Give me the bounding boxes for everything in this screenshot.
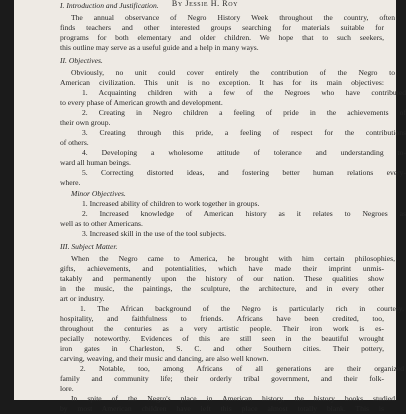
text-line: finds teachers and other interested groups searching for materials suitable for (60, 23, 384, 32)
text-line: 5. Correcting distorted ideas, and fostering better human relations every- (82, 168, 406, 177)
text-line: in the music, the paintings, the sculpture, the architecture, and in every other (60, 284, 384, 293)
text-line: ward all human beings. (60, 158, 131, 167)
section-heading: II. Objectives. (60, 56, 103, 65)
text-line: 4. Developing a wholesome attitude of tolerance and understanding to- (82, 148, 406, 157)
text-line: this outline may serve as a useful guide and a help in many ways. (60, 43, 259, 52)
text-line: 3. Creating through this pride, a feeling of respect for the contributions (82, 128, 406, 137)
text-line: carving, weaving, and their music and dancing, are also well known. (60, 354, 269, 363)
text-line: iron gates in Charleston, S. C. and other Southern cities. Their pottery, (60, 344, 384, 353)
text-line: When the Negro came to America, he brought with him certain philosophies, (71, 254, 395, 263)
text-line: to every phase of American growth and development. (60, 98, 223, 107)
document-page (14, 0, 406, 413)
text-line: 2. Creating in Negro children a feeling of pride in the achievements of (82, 108, 406, 117)
text-line: art or industry. (60, 294, 105, 303)
text-line: hospitality, and faithfulness to friends. Africans have been credited, too, (60, 314, 384, 323)
text-line: lore. (60, 384, 74, 393)
text-line: 2. Notable, too, among Africans of all generations are their organized (80, 364, 404, 373)
section-heading: III. Subject Matter. (60, 242, 118, 251)
text-line: 2. Increased knowledge of American history as it relates to Negroes as (82, 209, 406, 218)
text-line: family and community life; their orderly tribal government, and their folk- (60, 374, 384, 383)
text-line: 1. The African background of the Negro is particularly rich in courtesy, (80, 304, 404, 313)
text-line: 1. Increased ability of children to work together in groups. (82, 199, 260, 208)
text-line: where. (60, 178, 81, 187)
text-line: American civilization. This unit is no exception. It has for its main objectives: (60, 78, 384, 87)
author-line: By Jessie H. Roy (171, 0, 239, 8)
text-line: takably and permanently upon the history of our nation. These qualities show (60, 274, 384, 283)
text-line: 1. Acquainting children with a few of the Negroes who have contributed (82, 88, 406, 97)
section-heading: I. Introduction and Justification. (60, 1, 159, 10)
text-line: 3. Increased skill in the use of the tool subjects. (82, 229, 227, 238)
section-heading: Minor Objectives. (71, 189, 126, 198)
text-line: In spite of the Negro's place in American history, the history books studied (71, 394, 395, 403)
text-line: The annual observance of Negro History Week throughout the country, often (71, 13, 395, 22)
text-line: of others. (60, 138, 89, 147)
text-line: programs for both elementary and older children. We hope that to such seekers, (60, 33, 384, 42)
text-line: by most American children have left this place almost totally blank. This is (60, 404, 384, 413)
text-line: Obviously, no unit could cover entirely the contribution of the Negro to (71, 68, 395, 77)
text-line: pecially noteworthy. Evidences of this are still seen in the beautiful wrought (60, 334, 384, 343)
text-line: well as to other Americans. (60, 219, 143, 228)
text-line: throughout the centuries as a very artistic people. Their iron work is es- (60, 324, 384, 333)
text-line: gifts, achievements, and potentialities, which have made their imprint unmis- (60, 264, 384, 273)
text-line: their own group. (60, 118, 111, 127)
